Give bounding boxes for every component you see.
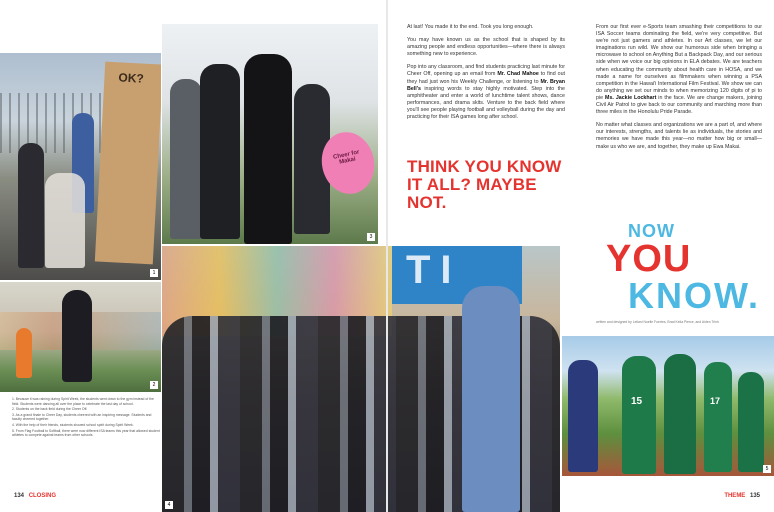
photo-cheer-crowd <box>0 53 161 280</box>
headline-line-2: YOU <box>606 238 692 280</box>
jersey-number: 17 <box>710 396 721 406</box>
pink-sign-text: Cheer for Makai <box>332 149 360 166</box>
player-figure <box>704 362 732 472</box>
teacher-name: Mr. Bryan Bell's <box>407 78 566 92</box>
caption-3: 3. As a grand finale to Cheer Day, students cheered with an inspiring message. Students and faculty cheered together. <box>12 412 152 422</box>
jersey-number: 15 <box>631 396 643 407</box>
teacher-name: Mr. Chad Mahoe <box>497 71 539 78</box>
student-figure <box>462 286 520 512</box>
cardboard-sign <box>95 62 161 265</box>
page-number: 135 <box>749 493 760 499</box>
teacher-name: Ms. Jackie Lockhart <box>605 94 657 101</box>
section-name: THEME <box>724 493 746 499</box>
player-figure <box>568 360 598 472</box>
sign-text: OK? <box>118 70 145 86</box>
body-paragraph: At last! You made it to the end. Took you long enough. <box>407 24 534 30</box>
student-figure <box>45 173 85 268</box>
byline: written and designed by Leilani Noelle Fuertes, Brad Kelia Pierce, and Aiden Trinh <box>596 320 720 324</box>
photo-soccer-team <box>562 336 774 476</box>
student-figure <box>16 328 32 378</box>
text-run: inspiring words to stay highly motivated. Step into the amphitheater and enter a world of lunchtime talent shows, dance performances, and drama skits. Venture to the back field where you'll see people playing football and volleyball during the day and practicing for their ISA games long after school. <box>407 85 565 121</box>
body-paragraph: No matter what classes and organizations we are a part of, and where our interests, strengths, and talents lie as individuals, the stories and memories we have made this year—no matter how big or small—make us who we are, and together, they make up Ewa Makai. <box>596 122 762 150</box>
body-paragraph: You may have known us as the school that is shaped by its amazing people and endless opportunities—where there is always something new to experience. <box>407 37 565 58</box>
photo-captions <box>12 397 160 439</box>
student-figure <box>244 54 292 244</box>
text-run: in the face. We are change makers, joining Civil Air Patrol to give back to our community and marching more than three miles in the Honolulu Pride Parade. <box>596 94 762 116</box>
page-number: 134 <box>14 493 25 499</box>
student-figure <box>18 143 44 268</box>
caption-4: 4. With the help of their friends, students showed school spirit during Spirit Week. <box>12 422 134 427</box>
photo-number-badge: 5 <box>763 465 771 473</box>
headline-line-1: NOW <box>628 221 675 241</box>
section-name: CLOSING <box>28 493 57 499</box>
body-column-2 <box>596 24 762 157</box>
spirit-letters: TI <box>406 248 462 292</box>
caption-5: 5. From Flag Football to Softball, there were now different ISA teams this year that allowed student athletes to compete against teams from other schools. <box>12 428 160 438</box>
player-figure <box>664 354 696 474</box>
text-run: to find out they had just won his Weekly Challenge, or listening to <box>407 71 565 85</box>
photo-number-badge: 3 <box>367 233 375 241</box>
player-figure <box>738 372 764 472</box>
photo-field-group <box>0 282 161 392</box>
right-folio <box>724 493 760 499</box>
headline <box>606 222 766 314</box>
photo-number-badge: 2 <box>150 381 158 389</box>
text-run: Pop into any classroom, and find students practicing last minute for Cheer Off, opening up an email from <box>407 64 565 78</box>
student-figure <box>62 290 92 382</box>
body-paragraph <box>596 24 762 116</box>
headline-line-3: KNOW. <box>628 275 760 316</box>
body-column-1 <box>407 24 565 127</box>
pull-quote: THINK YOU KNOW IT ALL? MAYBE NOT. <box>407 157 562 212</box>
caption-2: 2. Students on the back field during the Cheer Off. <box>12 407 88 412</box>
text-run: From our first ever e-Sports team smashing their competitions to our ISA Soccer teams dominating the field, we're very competitive. But we're not just gamers and athletes. In our Art classes, we let our imaginations run wild. We show our humorous side when bringing a microwave to school on Anything But a Backpack Day, and our serious side when we voice our big opinions in ELA debates. We are teachers when educating the community about health care in HOSA, and we made a name for ourselves as filmmakers when winning a PSA competition in the Hawai'i International Film Festival. We show we can do anything we set our minds to when memorizing 120 digits of pi to pie <box>596 24 762 101</box>
student-figure <box>170 79 202 239</box>
page-spine <box>386 0 388 512</box>
photo-students-cheering <box>162 24 378 244</box>
photo-number-badge: 1 <box>150 269 158 277</box>
body-paragraph <box>407 64 565 121</box>
photo-number-badge: 4 <box>165 501 173 509</box>
caption-1: 1. Because it was raining during Spirit Week, the students went down to the gym instead of the field. Students were dancing all over the place to celebrate the last day of school. <box>12 397 154 406</box>
photo-spirit-group <box>162 246 560 512</box>
student-figure <box>200 64 240 239</box>
player-figure <box>622 356 656 474</box>
left-folio <box>14 493 56 499</box>
